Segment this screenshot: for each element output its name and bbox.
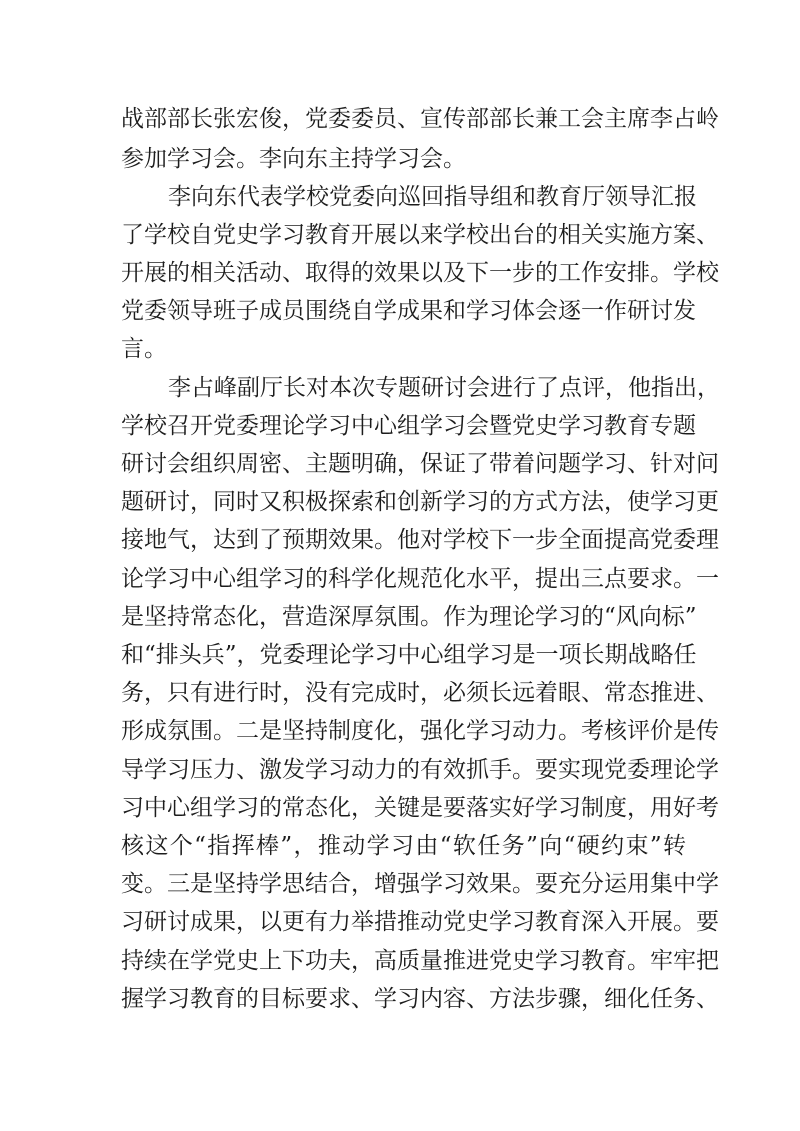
text-line: 是坚持常态化，营造深厚氛围。作为理论学习的“风向标”	[121, 604, 697, 630]
text-line: 题研讨，同时又积极探索和创新学习的方式方法，使学习更	[121, 489, 719, 515]
text-line: 研讨会组织周密、主题明确，保证了带着问题学习、针对问	[121, 451, 719, 477]
text-line: 核这个“指挥棒”，推动学习由“软任务”向“硬约束”转	[121, 833, 686, 859]
paragraph-first-line: 李占峰副厅长对本次专题研讨会进行了点评，他指出，	[168, 375, 720, 401]
text-line: 习中心组学习的常态化，关键是要落实好学习制度，用好考	[121, 795, 719, 821]
text-line: 导学习压力、激发学习动力的有效抓手。要实现党委理论学	[121, 757, 719, 783]
text-line: 论学习中心组学习的科学化规范化水平，提出三点要求。一	[121, 566, 719, 592]
paragraph-first-line: 李向东代表学校党委向巡回指导组和教育厅领导汇报	[168, 184, 697, 210]
text-line: 开展的相关活动、取得的效果以及下一步的工作安排。学校	[121, 260, 719, 286]
text-line: 务，只有进行时，没有完成时，必须长远着眼、常态推进、	[121, 680, 719, 706]
text-line: 学校召开党委理论学习中心组学习会暨党史学习教育专题	[121, 413, 696, 439]
text-line: 言。	[121, 336, 167, 362]
text-line: 习研讨成果，以更有力举措推动党史学习教育深入开展。要	[121, 909, 719, 935]
text-line: 党委领导班子成员围绕自学成果和学习体会逐一作研讨发	[121, 298, 696, 324]
text-line: 参加学习会。李向东主持学习会。	[121, 146, 466, 172]
text-line: 变。三是坚持学思结合，增强学习效果。要充分运用集中学	[121, 871, 719, 897]
text-line: 接地气，达到了预期效果。他对学校下一步全面提高党委理	[121, 527, 719, 553]
text-line: 握学习教育的目标要求、学习内容、方法步骤，细化任务、	[121, 986, 719, 1012]
text-line: 战部部长张宏俊，党委委员、宣传部部长兼工会主席李占岭	[121, 106, 719, 132]
text-line: 持续在学党史上下功夫，高质量推进党史学习教育。牢牢把	[121, 948, 719, 974]
text-line: 形成氛围。二是坚持制度化，强化学习动力。考核评价是传	[121, 718, 719, 744]
text-line: 了学校自党史学习教育开展以来学校出台的相关实施方案、	[121, 222, 719, 248]
text-line: 和“排头兵”，党委理论学习中心组学习是一项长期战略任	[121, 642, 697, 668]
